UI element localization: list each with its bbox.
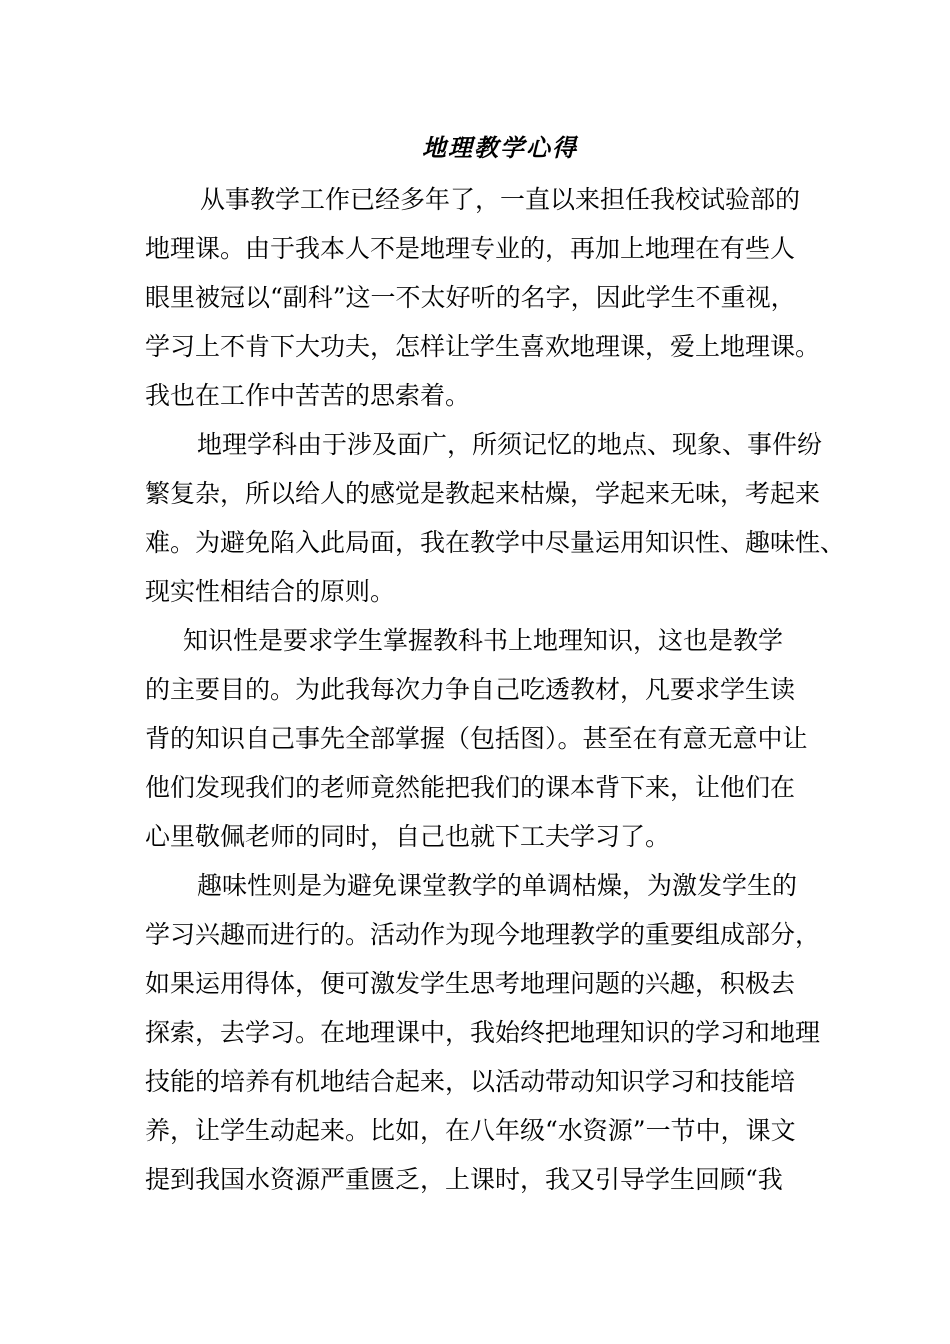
paragraph-line: 探索，去学习。在地理课中，我始终把地理知识的学习和地理 [145, 1018, 821, 1047]
paragraph-line: 背的知识自己事先全部掌握（包括图）。甚至在有意无意中让 [145, 724, 808, 753]
paragraph-line: 他们发现我们的老师竟然能把我们的课本背下来，让他们在 [145, 773, 796, 802]
paragraph-line: 难。为避免陷入此局面，我在教学中尽量运用知识性、趣味性、 [145, 528, 846, 557]
paragraph-line: 我也在工作中苦苦的思索着。 [145, 381, 471, 410]
paragraph-line: 眼里被冠以“副科”这一不太好听的名字，因此学生不重视， [145, 283, 796, 312]
paragraph-line: 提到我国水资源严重匮乏，上课时，我又引导学生回顾“我 [145, 1165, 783, 1194]
document-title: 地理教学心得 [422, 133, 578, 162]
paragraph-line: 地理课。由于我本人不是地理专业的，再加上地理在有些人 [145, 234, 796, 263]
paragraph-line: 学习上不肯下大功夫，怎样让学生喜欢地理课，爱上地理课。 [145, 332, 821, 361]
paragraph-line: 地理学科由于涉及面广，所须记忆的地点、现象、事件纷 [197, 430, 823, 459]
paragraph-line: 养，让学生动起来。比如，在八年级“水资源”一节中，课文 [145, 1116, 796, 1145]
paragraph-line: 繁复杂，所以给人的感觉是教起来枯燥，学起来无味，考起来 [145, 479, 821, 508]
paragraph-line: 学习兴趣而进行的。活动作为现今地理教学的重要组成部分， [145, 920, 821, 949]
paragraph-line: 现实性相结合的原则。 [145, 577, 396, 606]
paragraph-line: 从事教学工作已经多年了，一直以来担任我校试验部的 [200, 185, 801, 214]
paragraph-line: 知识性是要求学生掌握教科书上地理知识，这也是教学 [183, 626, 784, 655]
paragraph-line: 心里敬佩老师的同时，自己也就下工夫学习了。 [145, 822, 671, 851]
paragraph-line: 的主要目的。为此我每次力争自己吃透教材，凡要求学生读 [145, 675, 796, 704]
paragraph-line: 技能的培养有机地结合起来，以活动带动知识学习和技能培 [145, 1067, 796, 1096]
paragraph-line: 如果运用得体，便可激发学生思考地理问题的兴趣，积极去 [145, 969, 796, 998]
paragraph-line: 趣味性则是为避免课堂教学的单调枯燥，为激发学生的 [197, 871, 798, 900]
